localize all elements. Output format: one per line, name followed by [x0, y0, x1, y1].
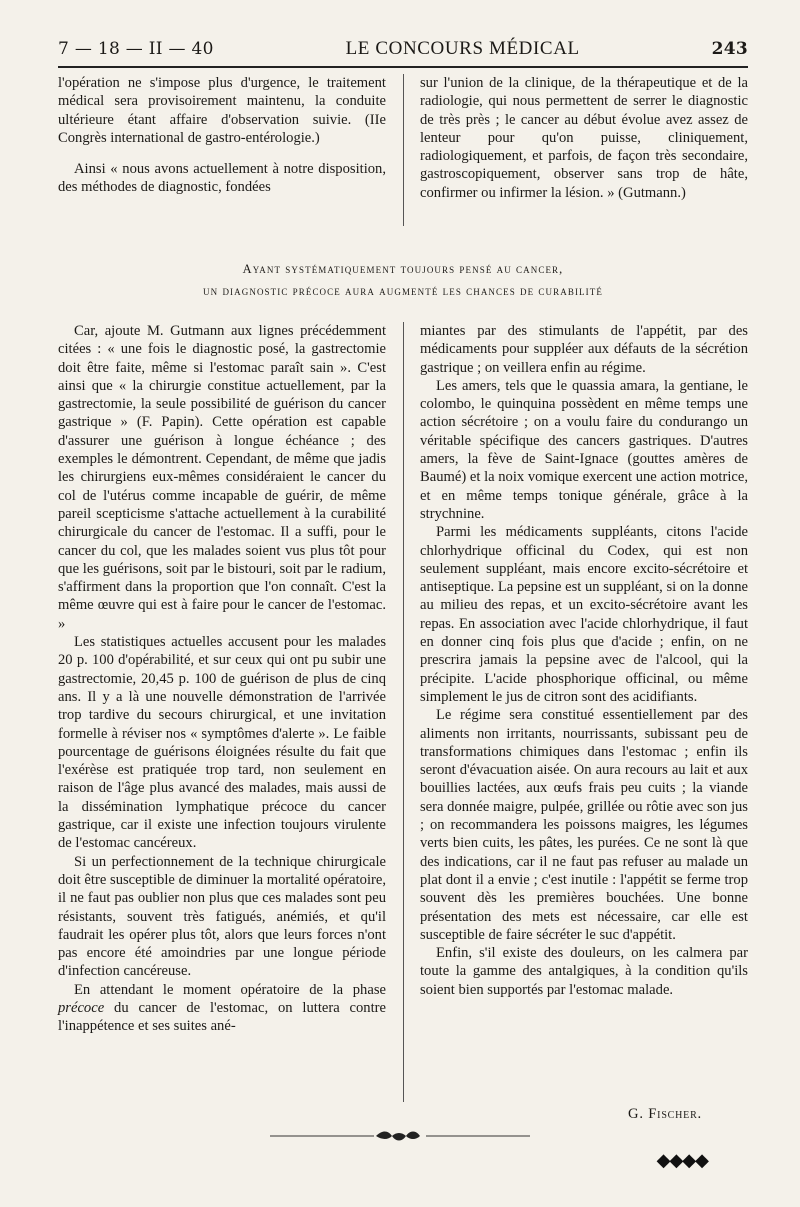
paragraph: Car, ajoute M. Gutmann aux lignes précédemment citées : « une fois le diagnostic posé, la gastrectomie doit être faite, même si l'estomac paraît sain ». C'est ainsi que « la chirurgie constitue actuellement, par la gastrectomie, la seule possibilité de guérison du cancer gastrique » (F. Papin). Cette opération est capable d'assurer une guérison à longue échéance ; des exemples le démontrent. Cependant, de même que jadis les chirurgiens eux-mêmes considéraient le cancer du col de l'utérus comme incapable de guérir, de même pareil scepticisme s'attache actuellement à la curabilité chirurgicale du cancer de l'estomac. Il a suffi, pour le cancer du col, que les malades soient vus plus tôt pour que les guérisons, soit par le bistouri, soit par le radium, s'affirment dans la proportion que l'on connaît. C'est la même œuvre qui est à faire pour le cancer de l'estomac. »: [58, 323, 386, 632]
end-ornament: [0, 1128, 800, 1144]
paragraph: [58, 981, 386, 1036]
section-heading-line-2: un diagnostic précoce aura augmenté les chances de curabilité: [203, 284, 603, 298]
column-divider: [403, 74, 404, 226]
paragraph: Les amers, tels que le quassia amara, la gentiane, le colombo, le quinquina possèdent en même temps une action sécrétoire ; on a voulu faire du condurango un véritable spécifique des cancers gastriques. D'autres amers, la fève de Saint-Ignace (gouttes amères de Baumé) et la noix vomique exercent une action motrice, et en même temps tonique générale, grâce à la strychnine.: [420, 377, 748, 522]
journal-title: LE CONCOURS MÉDICAL: [345, 38, 580, 59]
flourish-divider-icon: [270, 1128, 530, 1144]
text-run: du cancer de l'estomac, on luttera contre l'inappétence et ses suites ané-: [58, 999, 386, 1035]
paragraph: Les statistiques actuelles accusent pour les malades 20 p. 100 d'opérabilité, et sur ceux qui ont pu subir une gastrectomie, 20,45 p. 100 de guérison de plus de cinq ans. Il y a là une nouvelle démonstration de l'arrivée trop tardive du secours chirurgical, et une invitation formelle à réviser nos « symptômes d'alerte ». Le faible pourcentage de guérisons éloignées résulte du fait que l'exérèse est pratiquée trop tard, non seulement en raison de l'âge plus avancé des malades, mais aussi de la dissémination lymphatique précoce du cancer gastrique, car il existe une infection toujours virulente de l'estomac cancéreux.: [58, 634, 386, 852]
main-left-column: [58, 322, 386, 1102]
running-head: [58, 38, 748, 64]
top-columns: [58, 74, 748, 226]
issue-date: 7 — 18 — II — 40: [58, 39, 214, 59]
paragraph: Enfin, s'il existe des douleurs, on les calmera par toute la gamme des antalgiques, à la condition qu'ils soient bien supportés par l'estomac malade.: [420, 945, 748, 998]
author-signature: G. Fischer.: [628, 1106, 702, 1122]
header-rule: [58, 66, 748, 68]
page-number: 243: [711, 39, 748, 59]
top-right-column: [420, 74, 748, 226]
diamond-ornament-icon: ◆◆◆◆: [656, 1150, 708, 1171]
section-heading-line-1: Ayant systématiquement toujours pensé au cancer,: [242, 262, 564, 276]
paragraph: miantes par des stimulants de l'appétit, par des médicaments pour suppléer aux défauts de la sécrétion gastrique ; on veillera enfin au régime.: [420, 323, 748, 376]
text-run: En attendant le moment opératoire de la phase: [74, 981, 386, 998]
paragraph: Ainsi « nous avons actuellement à notre disposition, des méthodes de diagnostic, fondées: [58, 161, 386, 196]
main-columns: [58, 322, 748, 1102]
top-left-column: [58, 74, 386, 226]
paragraph: Parmi les médicaments suppléants, citons l'acide chlorhydrique officinal du Codex, qui est non seulement suppléant, mais encore excito-sécrétoire et antiseptique. La pepsine est un suppléant, si on la donne au milieu des repas, et un excito-sécrétoire avant les repas. En association avec l'acide chlorhydrique, il faut en donner cinq fois plus que d'acide ; enfin, on ne prescrira jamais la pepsine avec de l'alcool, qui la précipite. L'acide phosphorique officinal, ou même simplement le jus de citron sont des acidifiants.: [420, 524, 748, 705]
main-right-column: [420, 322, 748, 1102]
paragraph: Si un perfectionnement de la technique chirurgicale doit être susceptible de diminuer la mortalité opératoire, il ne faut pas oublier non plus que ces malades sont peu résistants, souvent très fatigués, anémiés, et qu'il faudrait les opérer plus tôt, alors que leurs forces n'ont pas encore été amoindries par une longue période d'infection cancéreuse.: [58, 853, 386, 980]
emphasis: précoce: [58, 999, 105, 1016]
column-divider: [403, 322, 404, 1102]
section-heading: [58, 258, 748, 302]
paragraph: Le régime sera constitué essentiellement par des aliments non irritants, nourrissants, subissant peu de transformations chimiques dans l'estomac ; enfin ils seront d'évacuation aisée. On aura recours au lait et aux bouillies lactées, aux œufs frais peu cuits ; la viande sera donnée maigre, pulpée, grillée ou rôtie avec son jus ; on recommandera les poissons maigres, les légumes verts bien cuits, les pâtes, les purées. Ce ne sont là que des indications, car il ne faut pas refuser au malade un plat dont il a envie ; c'est inutile : l'appétit se ferme trop souvent dès les premières bouchées. Une bonne présentation des mets est nécessaire, car elle est susceptible de faire sécréter le suc d'appétit.: [420, 707, 748, 943]
paragraph: l'opération ne s'impose plus d'urgence, le traitement médical sera provisoirement maintenu, la conduite ultérieure étant affaire d'observation suivie. (IIe Congrès international de gastro-entérologie.): [58, 75, 386, 146]
paragraph: sur l'union de la clinique, de la thérapeutique et de la radiologie, qui nous permettent de serrer le diagnostic de très près ; le cancer au début évolue avez assez de lenteur pour qu'on puisse, cliniquement, radiologiquement, et parfois, de façon très secondaire, gastroscopiquement, observer sans trop de hâte, confirmer ou infirmer la lésion. » (Gutmann.): [420, 75, 748, 201]
